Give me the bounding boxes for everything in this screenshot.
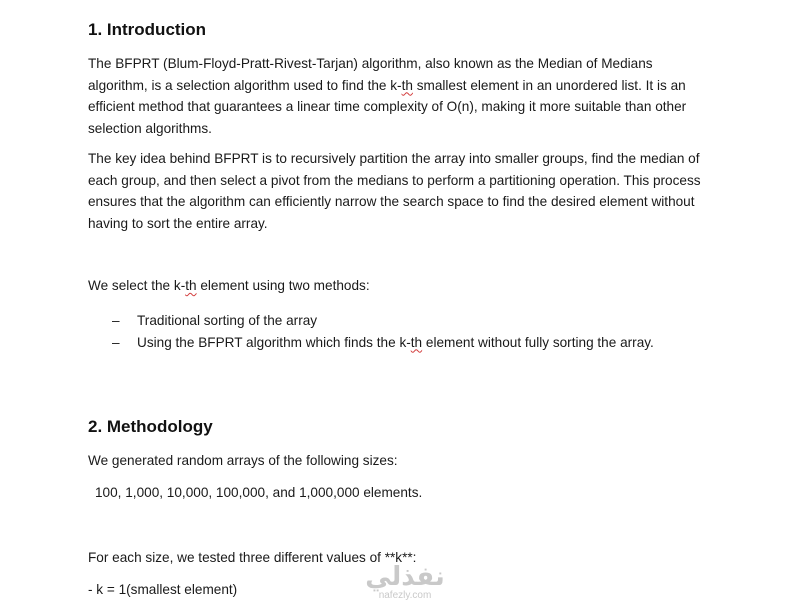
bullet-dash: –	[112, 313, 120, 328]
spellcheck-mark: th	[401, 77, 413, 93]
sizes-intro-text: We generated random arrays of the following sizes:	[88, 453, 398, 468]
spellcheck-mark: th	[185, 278, 197, 293]
section-heading-methodology: 2. Methodology	[88, 417, 213, 436]
methods-list	[112, 310, 712, 353]
watermark-domain-text: nafezly.com	[378, 590, 432, 601]
list-item	[112, 310, 712, 332]
array-sizes-text: 100, 1,000, 10,000, 100,000, and 1,000,000 elements.	[95, 485, 423, 500]
list-item	[112, 332, 712, 354]
k-values-intro-text: For each size, we tested three different values of **k**:	[88, 550, 417, 565]
methods-intro-text: We select the k-th element using two methods:	[88, 278, 370, 293]
spellcheck-mark: th	[410, 334, 423, 350]
section-heading-introduction: 1. Introduction	[88, 20, 207, 39]
intro-paragraph-2: The key idea behind BFPRT is to recursively partition the array into smaller groups, find the median of each group, and then select a pivot from the medians to perform a partitioning operation. This process ensures that the algorithm can efficiently narrow the search space to find the desired element without having to sort the entire array.	[88, 151, 701, 231]
intro-paragraph-1: The BFPRT (Blum-Floyd-Pratt-Rivest-Tarjan) algorithm, also known as the Median of Medians algorithm, is a selection algorithm used to find the k-th smallest element in an unordered list. It is an efficient method that guarantees a linear time complexity of O(n), making it more suitable than other selection algorithms.	[88, 56, 687, 136]
method-sorting-text: Traditional sorting of the array	[137, 313, 318, 328]
method-bfprt-text: Using the BFPRT algorithm which finds the k-th element without fully sorting the array.	[137, 334, 654, 350]
bullet-dash: –	[112, 334, 120, 350]
k-value-item-smallest: - k = 1(smallest element)	[88, 582, 238, 597]
watermark-arabic-text: نفذلي	[365, 561, 445, 591]
nafezly-watermark	[350, 562, 460, 602]
